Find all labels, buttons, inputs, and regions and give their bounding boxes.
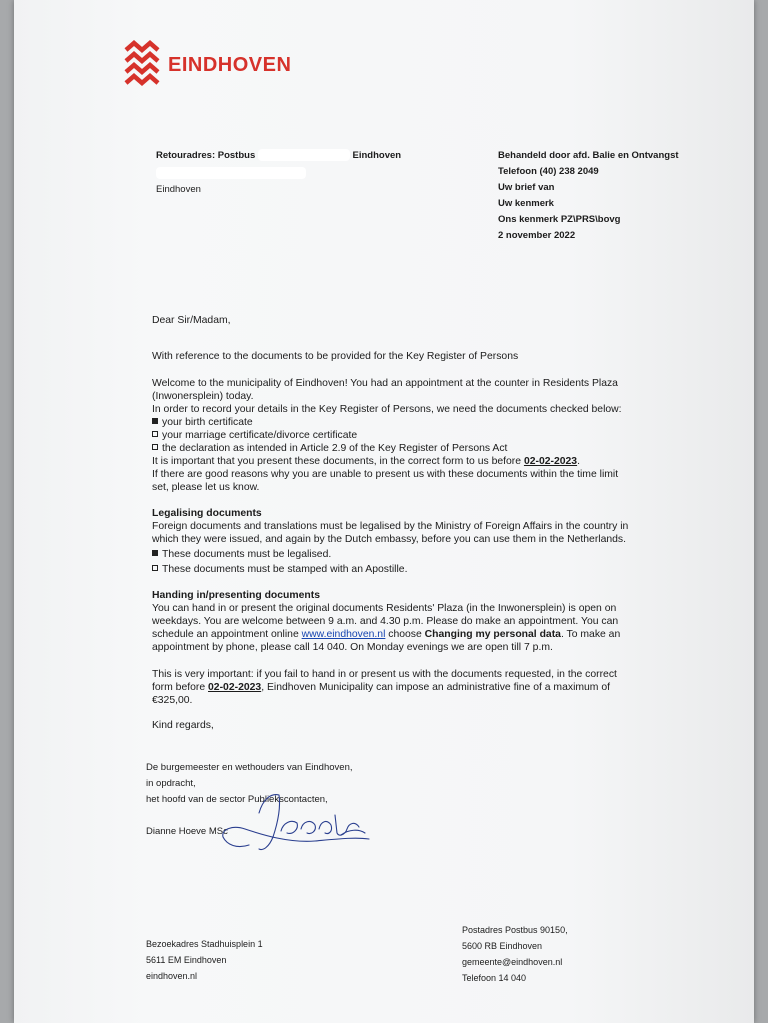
important-date: 02-02-2023 — [208, 682, 262, 693]
letter-date: 2 november 2022 — [498, 230, 576, 241]
legalising-line: Foreign documents and translations must be legalised by the Ministry of Foreign Affairs in the country in — [152, 521, 629, 532]
logo-wordmark: EINDHOVEN — [168, 54, 292, 76]
legalising-section — [152, 507, 680, 576]
handing-in-section — [152, 589, 680, 654]
document-label: the declaration as intended in Article 2.9 of the Key Register of Persons Act — [162, 443, 508, 454]
handwritten-signature — [219, 785, 379, 862]
legalising-option-label: These documents must be legalised. — [162, 549, 332, 560]
postal-address: Postadres Postbus 90150, — [462, 925, 568, 935]
checkbox-empty-icon — [152, 444, 158, 450]
handing-text: choose — [385, 629, 425, 640]
redaction-mark — [258, 149, 350, 161]
handing-text: . To make an — [560, 629, 621, 640]
website-link[interactable]: www.eindhoven.nl — [301, 629, 386, 640]
our-reference: Ons kenmerk PZ\PRS\bovg — [498, 214, 621, 225]
deadline-line — [152, 455, 680, 468]
good-reasons-line: set, please let us know. — [152, 482, 260, 493]
legalising-option — [152, 548, 680, 561]
menu-choice: Changing my personal data — [424, 629, 561, 640]
visit-address: Bezoekadres Stadhuisplein 1 — [146, 939, 263, 949]
subject-line: With reference to the documents to be provided for the Key Register of Persons — [152, 351, 519, 362]
signatory-name: Dianne Hoeve MSc — [146, 826, 228, 837]
intro-paragraph — [152, 377, 680, 494]
important-line: €325,00. — [152, 695, 193, 706]
footer-phone: Telefoon 14 040 — [462, 973, 527, 983]
document-label: your birth certificate — [162, 417, 253, 428]
important-text: , Eindhoven Municipality can impose an administrative fine of a maximum of — [261, 682, 611, 693]
return-address-city: Eindhoven — [352, 150, 402, 161]
legalising-heading: Legalising documents — [152, 508, 262, 519]
salutation: Dear Sir/Madam, — [152, 315, 231, 326]
closing: Kind regards, — [152, 720, 214, 731]
legalising-line: which they were issued, and again by the Dutch embassy, before you can use them in the Netherlands. — [152, 534, 627, 545]
handing-line: weekdays. You are welcome between 9 a.m. and 4.30 p.m. Please do make an appointment. You can — [152, 616, 619, 627]
eindhoven-logo-mark — [124, 38, 160, 91]
handing-line — [152, 628, 680, 641]
important-text: form before — [152, 682, 209, 693]
signature-line: in opdracht, — [146, 778, 196, 789]
recipient-city: Eindhoven — [156, 184, 201, 195]
deadline-text: It is important that you present these documents, in the correct form to us before — [152, 456, 524, 467]
handing-heading: Handing in/presenting documents — [152, 590, 320, 601]
intro-line: Welcome to the municipality of Eindhoven! You had an appointment at the counter in Residents Plaza — [152, 378, 618, 389]
document-label: your marriage certificate/divorce certificate — [162, 430, 358, 441]
return-address-block — [156, 148, 401, 198]
good-reasons-line: If there are good reasons why you are unable to present us with these documents within the time limit — [152, 469, 619, 480]
footer-email: gemeente@eindhoven.nl — [462, 957, 563, 967]
letter-page — [14, 0, 754, 1023]
document-item — [152, 429, 680, 442]
handing-text: schedule an appointment online — [152, 629, 302, 640]
deadline-date: 02-02-2023 — [523, 456, 578, 467]
footer-postal-address — [462, 922, 568, 986]
checkbox-checked-icon — [152, 418, 158, 424]
handing-line: You can hand in or present the original documents Residents' Plaza (in the Inwonersplein) is open on — [152, 603, 617, 614]
your-reference: Uw kenmerk — [498, 198, 554, 209]
handing-line: appointment by phone, please call 14 040. On Monday evenings we are open till 7 p.m. — [152, 642, 553, 653]
visit-postcode: 5611 EM Eindhoven — [146, 955, 227, 965]
reference-info-block — [498, 148, 679, 244]
postal-postcode: 5600 RB Eindhoven — [462, 941, 543, 951]
legalising-option — [152, 563, 680, 576]
document-item — [152, 416, 680, 429]
redaction-mark — [156, 167, 306, 179]
document-item — [152, 442, 680, 455]
return-address-label: Retouradres: Postbus — [156, 150, 256, 161]
checkbox-checked-icon — [152, 550, 158, 556]
legalising-option-label: These documents must be stamped with an Apostille. — [162, 564, 408, 575]
signature-line: het hoofd van de sector Publiekscontacten, — [146, 794, 328, 805]
footer-visit-address — [146, 936, 263, 984]
header-phone: Telefoon (40) 238 2049 — [498, 166, 599, 177]
important-line: This is very important: if you fail to hand in or present us with the documents requested, in the correct — [152, 669, 617, 680]
your-letter: Uw brief van — [498, 182, 555, 193]
signature-line: De burgemeester en wethouders van Eindhoven, — [146, 762, 353, 773]
handled-by: Behandeld door afd. Balie en Ontvangst — [498, 150, 679, 161]
intro-line: (Inwonersplein) today. — [152, 391, 254, 402]
checkbox-empty-icon — [152, 565, 158, 571]
checkbox-empty-icon — [152, 431, 158, 437]
important-line — [152, 681, 680, 694]
intro-line: In order to record your details in the Key Register of Persons, we need the documents checked below: — [152, 404, 622, 415]
important-paragraph — [152, 668, 680, 707]
deadline-text: . — [577, 456, 580, 467]
footer-website: eindhoven.nl — [146, 971, 198, 981]
